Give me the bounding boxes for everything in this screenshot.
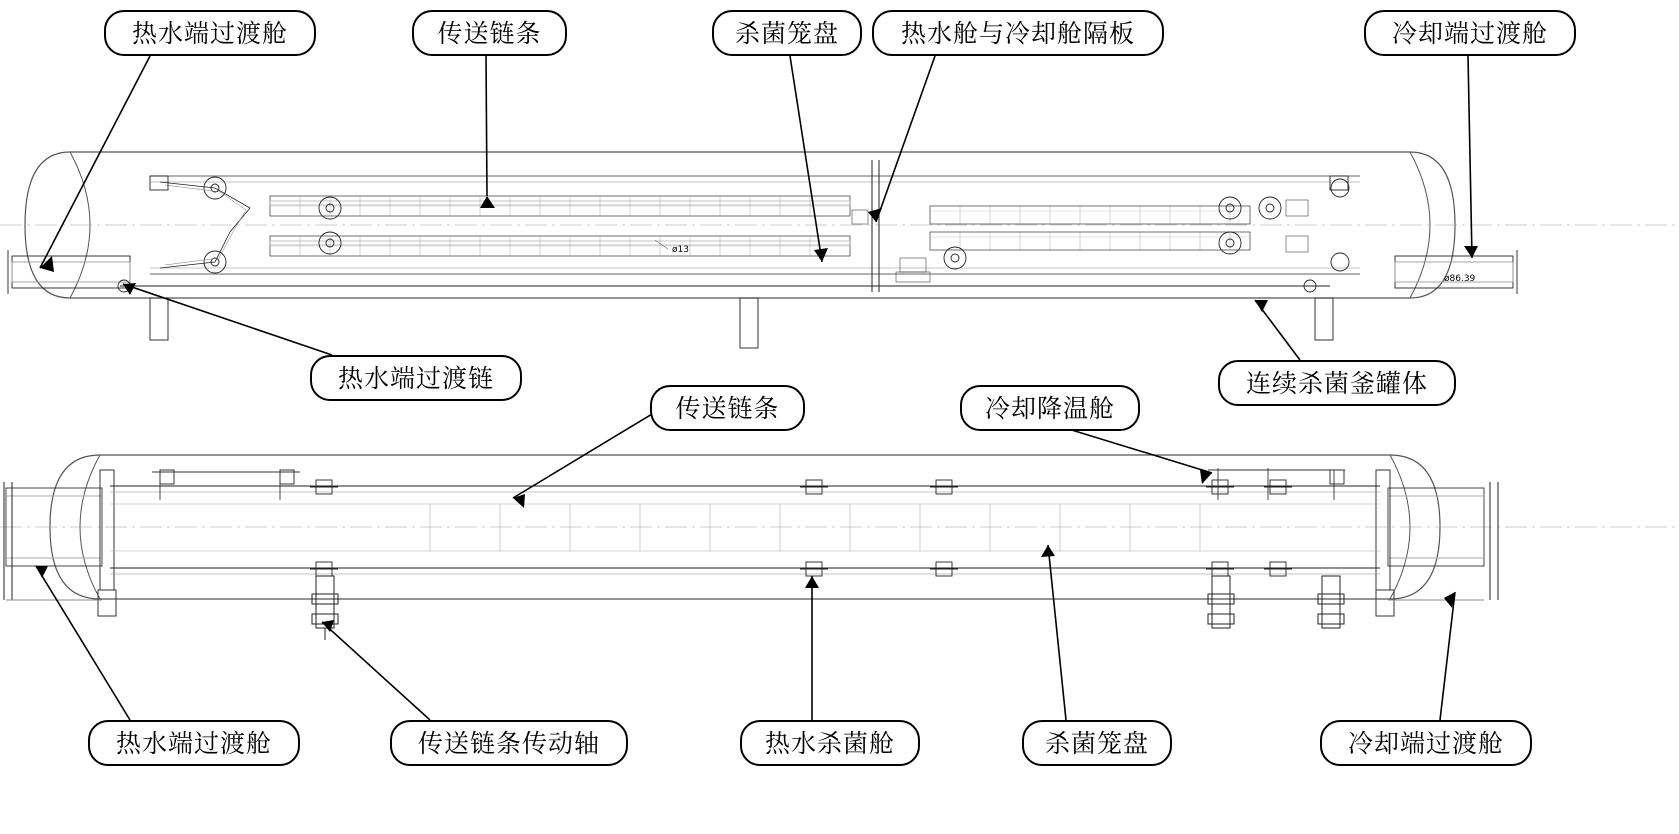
callout-partition-plate[interactable] bbox=[872, 10, 1164, 56]
callout-conveyor-chain-side[interactable] bbox=[650, 385, 805, 431]
callout-hot-water-sterilization-chamber[interactable] bbox=[740, 720, 920, 766]
callout-label: 传送链条 bbox=[675, 393, 780, 423]
callout-label: 传送链条传动轴 bbox=[417, 728, 600, 758]
callout-hot-water-transition-chamber-bottom[interactable] bbox=[88, 720, 300, 766]
callout-label: 冷却降温舱 bbox=[984, 393, 1115, 423]
callout-label: 热水舱与冷却舱隔板 bbox=[900, 18, 1135, 48]
callout-label: 杀菌笼盘 bbox=[1044, 728, 1149, 758]
callout-hot-water-transition-chamber-top[interactable] bbox=[104, 10, 316, 56]
callout-sterilization-basket-top[interactable] bbox=[712, 10, 862, 56]
callout-cooling-transition-chamber-top[interactable] bbox=[1364, 10, 1576, 56]
callout-continuous-sterilizer-vessel[interactable] bbox=[1218, 360, 1456, 406]
callout-label: 杀菌笼盘 bbox=[734, 18, 839, 48]
top-view-group bbox=[0, 152, 1679, 348]
callout-label: 热水杀菌舱 bbox=[764, 728, 895, 758]
callout-label: 冷却端过渡舱 bbox=[1347, 728, 1504, 758]
callout-label: 热水端过渡舱 bbox=[115, 728, 272, 758]
svg-text:ø86.39: ø86.39 bbox=[1444, 274, 1476, 284]
callout-cooling-transition-chamber-bottom[interactable] bbox=[1320, 720, 1532, 766]
side-view-group bbox=[0, 455, 1679, 640]
callout-cooling-chamber[interactable] bbox=[960, 385, 1140, 431]
callout-label: 冷却端过渡舱 bbox=[1391, 18, 1548, 48]
callout-label: 传送链条 bbox=[437, 18, 542, 48]
callout-label: 热水端过渡舱 bbox=[131, 18, 288, 48]
callout-conveyor-chain-top[interactable] bbox=[412, 10, 567, 56]
partition-plate-geometry bbox=[872, 160, 879, 292]
svg-text:ø13: ø13 bbox=[672, 245, 689, 255]
callout-hot-water-transition-chain[interactable] bbox=[310, 355, 522, 401]
callout-label: 连续杀菌釜罐体 bbox=[1245, 368, 1428, 398]
callout-label: 热水端过渡链 bbox=[337, 363, 494, 393]
callout-sterilization-basket-bottom[interactable] bbox=[1022, 720, 1172, 766]
callout-conveyor-chain-drive-shaft[interactable] bbox=[390, 720, 628, 766]
